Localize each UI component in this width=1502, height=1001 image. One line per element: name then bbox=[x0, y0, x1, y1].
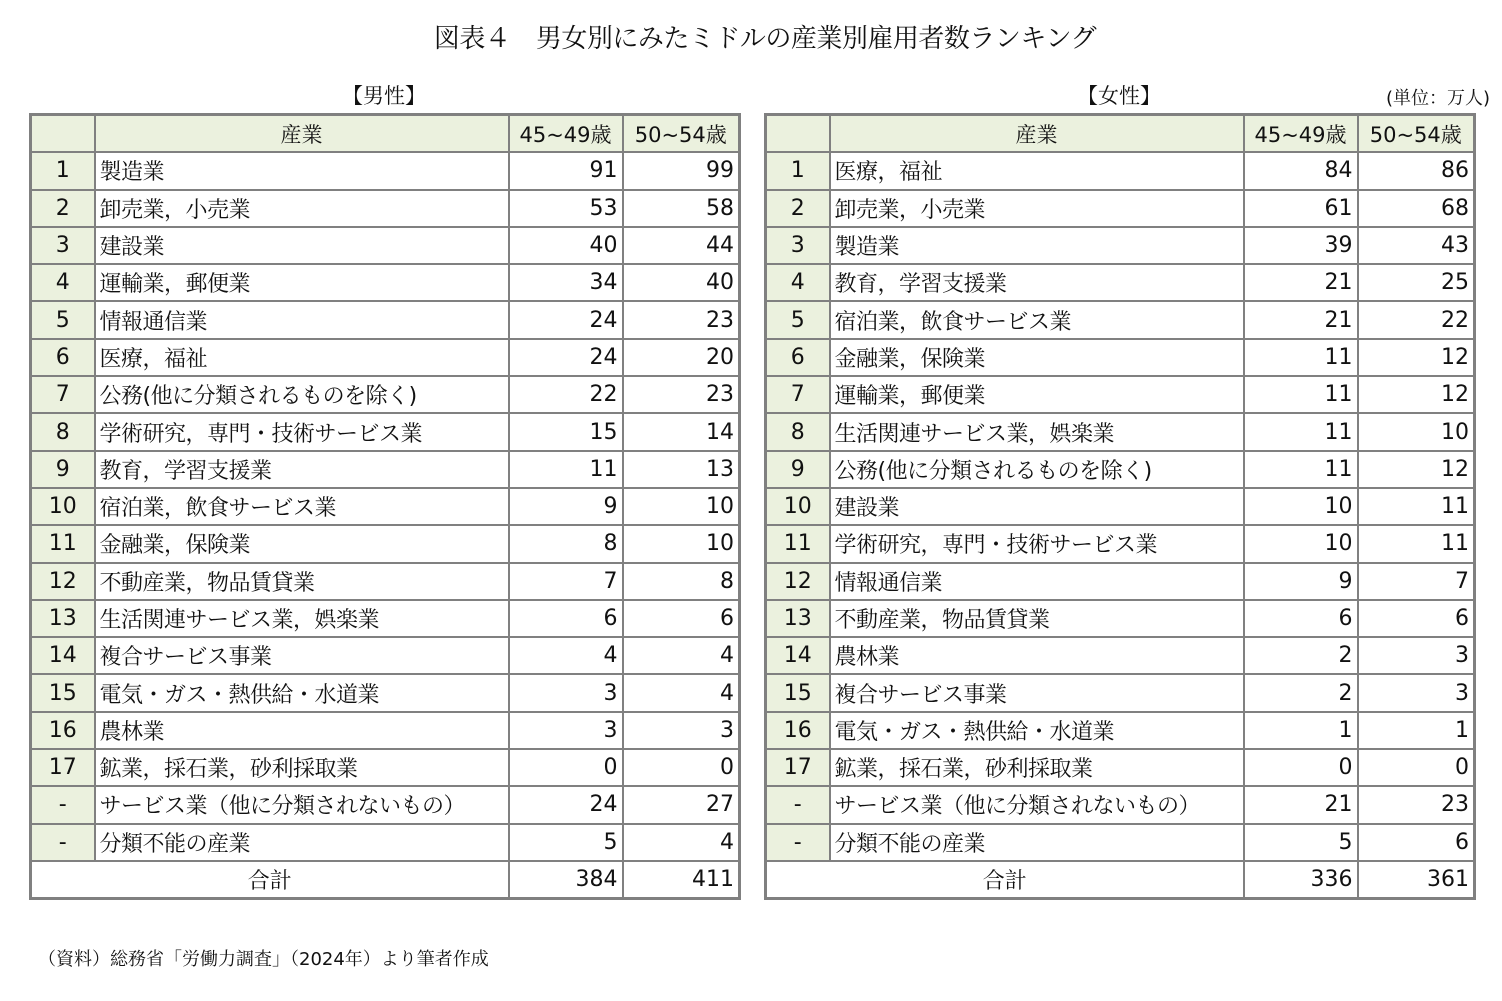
rank-cell: 15 bbox=[766, 674, 830, 711]
rank-cell: 6 bbox=[766, 339, 830, 376]
value-50-54-cell: 27 bbox=[623, 786, 740, 823]
female-panel-label: 【女性】 bbox=[1077, 84, 1161, 108]
rank-cell: - bbox=[31, 824, 95, 861]
table-header-row bbox=[766, 115, 1475, 153]
age-50-54-header: 50~54歳 bbox=[623, 115, 740, 153]
industry-cell: 生活関連サービス業，娯楽業 bbox=[95, 600, 509, 637]
value-50-54-cell: 12 bbox=[1358, 339, 1475, 376]
value-50-54-cell: 23 bbox=[623, 301, 740, 338]
industry-cell: 建設業 bbox=[95, 227, 509, 264]
male-table-body bbox=[31, 152, 740, 861]
industry-cell: 宿泊業，飲食サービス業 bbox=[95, 488, 509, 525]
industry-cell: 製造業 bbox=[830, 227, 1244, 264]
value-45-49-cell: 15 bbox=[509, 413, 623, 450]
table-row bbox=[766, 339, 1475, 376]
value-45-49-cell: 84 bbox=[1244, 152, 1358, 189]
table-row bbox=[766, 264, 1475, 301]
total-45-49: 384 bbox=[509, 861, 623, 899]
value-50-54-cell: 43 bbox=[1358, 227, 1475, 264]
table-row bbox=[31, 563, 740, 600]
value-45-49-cell: 4 bbox=[509, 637, 623, 674]
table-row bbox=[31, 190, 740, 227]
table-row bbox=[766, 227, 1475, 264]
table-row bbox=[766, 525, 1475, 562]
rank-cell: 3 bbox=[31, 227, 95, 264]
value-50-54-cell: 20 bbox=[623, 339, 740, 376]
rank-cell: 1 bbox=[766, 152, 830, 189]
table-row bbox=[31, 749, 740, 786]
value-45-49-cell: 34 bbox=[509, 264, 623, 301]
table-row bbox=[766, 451, 1475, 488]
industry-cell: 分類不能の産業 bbox=[830, 824, 1244, 861]
industry-cell: 公務(他に分類されるものを除く) bbox=[830, 451, 1244, 488]
industry-cell: 生活関連サービス業，娯楽業 bbox=[830, 413, 1244, 450]
rank-cell: 10 bbox=[31, 488, 95, 525]
value-45-49-cell: 39 bbox=[1244, 227, 1358, 264]
value-45-49-cell: 1 bbox=[1244, 712, 1358, 749]
industry-cell: 電気・ガス・熱供給・水道業 bbox=[95, 674, 509, 711]
rank-cell: 17 bbox=[766, 749, 830, 786]
table-row bbox=[31, 264, 740, 301]
industry-cell: 運輸業，郵便業 bbox=[95, 264, 509, 301]
value-45-49-cell: 61 bbox=[1244, 190, 1358, 227]
table-row bbox=[31, 824, 740, 861]
value-50-54-cell: 11 bbox=[1358, 525, 1475, 562]
value-50-54-cell: 3 bbox=[1358, 637, 1475, 674]
rank-cell: 16 bbox=[31, 712, 95, 749]
industry-cell: 建設業 bbox=[830, 488, 1244, 525]
industry-cell: サービス業（他に分類されないもの） bbox=[95, 786, 509, 823]
rank-cell: 11 bbox=[766, 525, 830, 562]
rank-cell: 15 bbox=[31, 674, 95, 711]
rank-cell: 7 bbox=[31, 376, 95, 413]
rank-cell: 4 bbox=[766, 264, 830, 301]
rank-cell: - bbox=[31, 786, 95, 823]
figure-title: 図表４ 男女別にみたミドルの産業別雇用者数ランキング bbox=[433, 24, 1097, 54]
rank-cell: 1 bbox=[31, 152, 95, 189]
table-row bbox=[31, 451, 740, 488]
industry-cell: 鉱業，採石業，砂利採取業 bbox=[95, 749, 509, 786]
value-50-54-cell: 10 bbox=[623, 525, 740, 562]
value-45-49-cell: 11 bbox=[1244, 339, 1358, 376]
industry-cell: 電気・ガス・熱供給・水道業 bbox=[830, 712, 1244, 749]
male-panel-label: 【男性】 bbox=[342, 84, 426, 108]
value-45-49-cell: 0 bbox=[509, 749, 623, 786]
value-45-49-cell: 21 bbox=[1244, 264, 1358, 301]
value-45-49-cell: 53 bbox=[509, 190, 623, 227]
table-row bbox=[766, 674, 1475, 711]
value-45-49-cell: 9 bbox=[1244, 563, 1358, 600]
total-50-54: 411 bbox=[623, 861, 740, 899]
value-45-49-cell: 40 bbox=[509, 227, 623, 264]
value-45-49-cell: 22 bbox=[509, 376, 623, 413]
table-row bbox=[766, 152, 1475, 189]
table-row bbox=[766, 488, 1475, 525]
rank-cell: 12 bbox=[766, 563, 830, 600]
rank-cell: 2 bbox=[31, 190, 95, 227]
industry-cell: 運輸業，郵便業 bbox=[830, 376, 1244, 413]
value-50-54-cell: 0 bbox=[623, 749, 740, 786]
value-50-54-cell: 40 bbox=[623, 264, 740, 301]
rank-cell: 13 bbox=[31, 600, 95, 637]
rank-cell: 3 bbox=[766, 227, 830, 264]
rank-cell: 14 bbox=[766, 637, 830, 674]
age-45-49-header: 45~49歳 bbox=[1244, 115, 1358, 153]
value-45-49-cell: 91 bbox=[509, 152, 623, 189]
table-row bbox=[31, 152, 740, 189]
value-45-49-cell: 21 bbox=[1244, 301, 1358, 338]
value-50-54-cell: 3 bbox=[623, 712, 740, 749]
table-row bbox=[766, 786, 1475, 823]
industry-cell: 不動産業，物品賃貸業 bbox=[830, 600, 1244, 637]
value-50-54-cell: 12 bbox=[1358, 376, 1475, 413]
age-50-54-header: 50~54歳 bbox=[1358, 115, 1475, 153]
industry-cell: 医療，福祉 bbox=[830, 152, 1244, 189]
source-note: （資料）総務省「労働力調査」（2024年）より筆者作成 bbox=[38, 949, 489, 970]
female-table-body bbox=[766, 152, 1475, 861]
rank-cell: 7 bbox=[766, 376, 830, 413]
value-50-54-cell: 4 bbox=[623, 824, 740, 861]
value-50-54-cell: 0 bbox=[1358, 749, 1475, 786]
industry-cell: 金融業，保険業 bbox=[95, 525, 509, 562]
industry-cell: 農林業 bbox=[95, 712, 509, 749]
industry-cell: 卸売業，小売業 bbox=[830, 190, 1244, 227]
industry-cell: 複合サービス事業 bbox=[830, 674, 1244, 711]
value-50-54-cell: 4 bbox=[623, 637, 740, 674]
value-50-54-cell: 8 bbox=[623, 563, 740, 600]
table-row bbox=[31, 376, 740, 413]
value-50-54-cell: 25 bbox=[1358, 264, 1475, 301]
value-50-54-cell: 7 bbox=[1358, 563, 1475, 600]
male-ranking-table bbox=[29, 113, 741, 900]
value-45-49-cell: 8 bbox=[509, 525, 623, 562]
table-row bbox=[766, 413, 1475, 450]
industry-header: 産業 bbox=[830, 115, 1244, 153]
industry-cell: 情報通信業 bbox=[830, 563, 1244, 600]
industry-cell: 複合サービス事業 bbox=[95, 637, 509, 674]
rank-cell: 17 bbox=[31, 749, 95, 786]
industry-cell: 金融業，保険業 bbox=[830, 339, 1244, 376]
value-45-49-cell: 3 bbox=[509, 712, 623, 749]
age-45-49-header: 45~49歳 bbox=[509, 115, 623, 153]
table-row bbox=[766, 824, 1475, 861]
value-50-54-cell: 6 bbox=[623, 600, 740, 637]
rank-cell: 6 bbox=[31, 339, 95, 376]
value-50-54-cell: 14 bbox=[623, 413, 740, 450]
industry-cell: 公務(他に分類されるものを除く) bbox=[95, 376, 509, 413]
table-row bbox=[766, 600, 1475, 637]
industry-cell: 教育，学習支援業 bbox=[95, 451, 509, 488]
value-50-54-cell: 22 bbox=[1358, 301, 1475, 338]
total-50-54: 361 bbox=[1358, 861, 1475, 899]
value-50-54-cell: 10 bbox=[1358, 413, 1475, 450]
value-45-49-cell: 24 bbox=[509, 301, 623, 338]
value-45-49-cell: 0 bbox=[1244, 749, 1358, 786]
value-45-49-cell: 3 bbox=[509, 674, 623, 711]
value-45-49-cell: 6 bbox=[1244, 600, 1358, 637]
rank-cell: 10 bbox=[766, 488, 830, 525]
value-50-54-cell: 58 bbox=[623, 190, 740, 227]
table-row bbox=[766, 190, 1475, 227]
value-50-54-cell: 23 bbox=[1358, 786, 1475, 823]
value-50-54-cell: 99 bbox=[623, 152, 740, 189]
industry-cell: 情報通信業 bbox=[95, 301, 509, 338]
rank-cell: 8 bbox=[31, 413, 95, 450]
value-45-49-cell: 5 bbox=[1244, 824, 1358, 861]
rank-cell: 5 bbox=[31, 301, 95, 338]
value-50-54-cell: 68 bbox=[1358, 190, 1475, 227]
rank-cell: 16 bbox=[766, 712, 830, 749]
table-header-row bbox=[31, 115, 740, 153]
value-45-49-cell: 11 bbox=[1244, 376, 1358, 413]
table-row bbox=[766, 749, 1475, 786]
rank-cell: 9 bbox=[766, 451, 830, 488]
table-row bbox=[31, 525, 740, 562]
value-50-54-cell: 6 bbox=[1358, 600, 1475, 637]
table-row bbox=[31, 413, 740, 450]
table-row bbox=[766, 637, 1475, 674]
rank-cell: 5 bbox=[766, 301, 830, 338]
value-45-49-cell: 10 bbox=[1244, 525, 1358, 562]
rank-cell: 2 bbox=[766, 190, 830, 227]
rank-cell: - bbox=[766, 824, 830, 861]
industry-cell: サービス業（他に分類されないもの） bbox=[830, 786, 1244, 823]
table-row bbox=[31, 637, 740, 674]
rank-cell: - bbox=[766, 786, 830, 823]
rank-header bbox=[31, 115, 95, 153]
table-row bbox=[31, 339, 740, 376]
total-label: 合計 bbox=[766, 861, 1244, 899]
unit-label: (単位：万人) bbox=[1385, 88, 1490, 109]
rank-cell: 13 bbox=[766, 600, 830, 637]
table-row bbox=[31, 712, 740, 749]
female-ranking-table bbox=[764, 113, 1476, 900]
industry-cell: 学術研究，専門・技術サービス業 bbox=[830, 525, 1244, 562]
value-45-49-cell: 24 bbox=[509, 339, 623, 376]
rank-header bbox=[766, 115, 830, 153]
industry-cell: 学術研究，専門・技術サービス業 bbox=[95, 413, 509, 450]
industry-cell: 医療，福祉 bbox=[95, 339, 509, 376]
total-45-49: 336 bbox=[1244, 861, 1358, 899]
table-row bbox=[766, 563, 1475, 600]
table-row bbox=[31, 488, 740, 525]
value-50-54-cell: 86 bbox=[1358, 152, 1475, 189]
value-45-49-cell: 6 bbox=[509, 600, 623, 637]
industry-cell: 鉱業，採石業，砂利採取業 bbox=[830, 749, 1244, 786]
rank-cell: 11 bbox=[31, 525, 95, 562]
industry-cell: 不動産業，物品賃貸業 bbox=[95, 563, 509, 600]
value-45-49-cell: 5 bbox=[509, 824, 623, 861]
value-50-54-cell: 44 bbox=[623, 227, 740, 264]
rank-cell: 14 bbox=[31, 637, 95, 674]
industry-cell: 教育，学習支援業 bbox=[830, 264, 1244, 301]
industry-cell: 卸売業，小売業 bbox=[95, 190, 509, 227]
value-50-54-cell: 3 bbox=[1358, 674, 1475, 711]
industry-cell: 製造業 bbox=[95, 152, 509, 189]
table-row bbox=[766, 301, 1475, 338]
rank-cell: 12 bbox=[31, 563, 95, 600]
table-row bbox=[766, 712, 1475, 749]
total-row bbox=[31, 861, 740, 899]
total-label: 合計 bbox=[31, 861, 509, 899]
table-row bbox=[766, 376, 1475, 413]
industry-cell: 宿泊業，飲食サービス業 bbox=[830, 301, 1244, 338]
table-row bbox=[31, 674, 740, 711]
value-45-49-cell: 11 bbox=[1244, 413, 1358, 450]
value-50-54-cell: 23 bbox=[623, 376, 740, 413]
rank-cell: 8 bbox=[766, 413, 830, 450]
value-50-54-cell: 4 bbox=[623, 674, 740, 711]
value-50-54-cell: 13 bbox=[623, 451, 740, 488]
rank-cell: 4 bbox=[31, 264, 95, 301]
table-row bbox=[31, 227, 740, 264]
value-45-49-cell: 21 bbox=[1244, 786, 1358, 823]
total-row bbox=[766, 861, 1475, 899]
table-row bbox=[31, 786, 740, 823]
value-50-54-cell: 6 bbox=[1358, 824, 1475, 861]
value-45-49-cell: 24 bbox=[509, 786, 623, 823]
value-50-54-cell: 11 bbox=[1358, 488, 1475, 525]
value-50-54-cell: 12 bbox=[1358, 451, 1475, 488]
industry-cell: 分類不能の産業 bbox=[95, 824, 509, 861]
value-45-49-cell: 9 bbox=[509, 488, 623, 525]
value-45-49-cell: 11 bbox=[1244, 451, 1358, 488]
value-45-49-cell: 2 bbox=[1244, 674, 1358, 711]
value-45-49-cell: 11 bbox=[509, 451, 623, 488]
value-50-54-cell: 1 bbox=[1358, 712, 1475, 749]
value-50-54-cell: 10 bbox=[623, 488, 740, 525]
industry-header: 産業 bbox=[95, 115, 509, 153]
value-45-49-cell: 10 bbox=[1244, 488, 1358, 525]
table-row bbox=[31, 600, 740, 637]
industry-cell: 農林業 bbox=[830, 637, 1244, 674]
value-45-49-cell: 7 bbox=[509, 563, 623, 600]
rank-cell: 9 bbox=[31, 451, 95, 488]
value-45-49-cell: 2 bbox=[1244, 637, 1358, 674]
table-row bbox=[31, 301, 740, 338]
